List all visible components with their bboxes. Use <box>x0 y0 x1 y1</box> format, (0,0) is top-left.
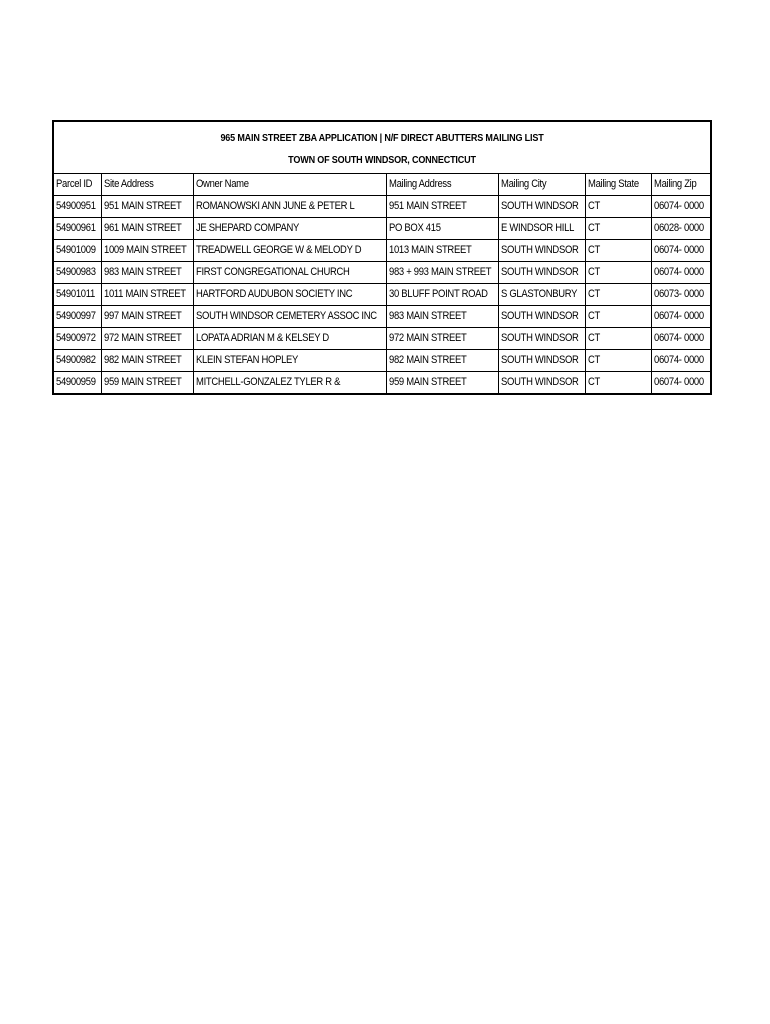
column-header-mailing-city: Mailing City <box>498 174 585 196</box>
mailing-state-cell: CT <box>585 350 651 372</box>
mailing-state-cell: CT <box>585 306 651 328</box>
site-address-cell: 983 MAIN STREET <box>101 262 193 284</box>
mailing-list-table <box>54 174 710 393</box>
mailing-zip-cell: 06074- 0000 <box>653 376 704 388</box>
document-title: 965 MAIN STREET ZBA APPLICATION | N/F DIRECT ABUTTERS MAILING LIST <box>220 132 544 144</box>
parcel-id-cell: 54900959 <box>54 372 101 394</box>
mailing-state-cell: CT <box>585 240 651 262</box>
mailing-state-cell: CT <box>585 328 651 350</box>
mailing-city-cell: E WINDSOR HILL <box>498 218 585 240</box>
column-header-site-address: Site Address <box>101 174 193 196</box>
column-header-owner-name: Owner Name <box>193 174 386 196</box>
mailing-city-cell: SOUTH WINDSOR <box>498 350 585 372</box>
column-header-parcel-id: Parcel ID <box>54 174 101 196</box>
table-row <box>54 372 710 394</box>
mailing-address-cell: PO BOX 415 <box>386 218 498 240</box>
abutters-mailing-list <box>52 120 712 395</box>
table-row <box>54 306 710 328</box>
mailing-city-cell: S GLASTONBURY <box>498 284 585 306</box>
mailing-address-cell: 959 MAIN STREET <box>386 372 498 394</box>
mailing-state-cell: CT <box>585 262 651 284</box>
header-row <box>54 174 710 196</box>
mailing-address-cell: 30 BLUFF POINT ROAD <box>386 284 498 306</box>
mailing-state-cell: CT <box>585 372 651 394</box>
parcel-id-cell: 54901009 <box>54 240 101 262</box>
site-address-cell: 972 MAIN STREET <box>101 328 193 350</box>
mailing-city-cell: SOUTH WINDSOR <box>498 240 585 262</box>
owner-name-cell: HARTFORD AUDUBON SOCIETY INC <box>193 284 386 306</box>
parcel-id-cell: 54901011 <box>54 284 101 306</box>
owner-name-cell: FIRST CONGREGATIONAL CHURCH <box>193 262 386 284</box>
site-address-cell: 951 MAIN STREET <box>101 196 193 218</box>
table-row <box>54 350 710 372</box>
mailing-zip-cell: 06073- 0000 <box>651 284 710 306</box>
table-row <box>54 284 710 306</box>
parcel-id-cell: 54900982 <box>54 350 101 372</box>
table-row <box>54 328 710 350</box>
parcel-id-cell: 54900951 <box>54 196 101 218</box>
mailing-address-cell: 983 MAIN STREET <box>386 306 498 328</box>
mailing-city-cell: SOUTH WINDSOR <box>498 372 585 394</box>
owner-name-cell: TREADWELL GEORGE W & MELODY D <box>193 240 386 262</box>
table-row <box>54 240 710 262</box>
site-address-cell: 997 MAIN STREET <box>101 306 193 328</box>
mailing-city-cell: SOUTH WINDSOR <box>498 196 585 218</box>
parcel-id-cell: 54900983 <box>54 262 101 284</box>
site-address-cell: 1011 MAIN STREET <box>101 284 193 306</box>
table-row <box>54 196 710 218</box>
mailing-address-cell: 982 MAIN STREET <box>386 350 498 372</box>
mailing-address-cell: 983 + 993 MAIN STREET <box>386 262 498 284</box>
owner-name-cell: JE SHEPARD COMPANY <box>193 218 386 240</box>
mailing-address-cell: 972 MAIN STREET <box>386 328 498 350</box>
owner-name-cell: LOPATA ADRIAN M & KELSEY D <box>193 328 386 350</box>
table-body <box>54 174 710 393</box>
mailing-state-cell: CT <box>585 218 651 240</box>
mailing-zip-cell: 06074- 0000 <box>651 328 710 350</box>
title-block <box>54 122 710 174</box>
site-address-cell: 961 MAIN STREET <box>101 218 193 240</box>
parcel-id-cell: 54900972 <box>54 328 101 350</box>
mailing-address-cell: 1013 MAIN STREET <box>386 240 498 262</box>
mailing-address-cell: 951 MAIN STREET <box>386 196 498 218</box>
document-subtitle: TOWN OF SOUTH WINDSOR, CONNECTICUT <box>288 154 476 166</box>
site-address-cell: 1009 MAIN STREET <box>101 240 193 262</box>
owner-name-cell: MITCHELL-GONZALEZ TYLER R & <box>193 372 386 394</box>
mailing-zip-cell: 06028- 0000 <box>651 218 710 240</box>
mailing-state-cell: CT <box>585 284 651 306</box>
mailing-zip-cell: 06074- 0000 <box>651 240 710 262</box>
table-row <box>54 218 710 240</box>
mailing-city-cell: SOUTH WINDSOR <box>498 328 585 350</box>
site-address-cell: 959 MAIN STREET <box>101 372 193 394</box>
mailing-zip-cell: 06074- 0000 <box>651 196 710 218</box>
parcel-id-cell: 54900961 <box>54 218 101 240</box>
owner-name-cell: ROMANOWSKI ANN JUNE & PETER L <box>193 196 386 218</box>
mailing-zip-cell: 06074- 0000 <box>651 306 710 328</box>
column-header-mailing-address: Mailing Address <box>386 174 498 196</box>
parcel-id-cell: 54900997 <box>54 306 101 328</box>
mailing-city-cell: SOUTH WINDSOR <box>498 306 585 328</box>
site-address-cell: 982 MAIN STREET <box>101 350 193 372</box>
mailing-zip-cell: 06074- 0000 <box>651 262 710 284</box>
owner-name-cell: KLEIN STEFAN HOPLEY <box>193 350 386 372</box>
table-row <box>54 262 710 284</box>
mailing-zip-cell: 06074- 0000 <box>651 350 710 372</box>
column-header-mailing-zip: Mailing Zip <box>651 174 710 196</box>
mailing-city-cell: SOUTH WINDSOR <box>498 262 585 284</box>
column-header-mailing-state: Mailing State <box>585 174 651 196</box>
mailing-state-cell: CT <box>585 196 651 218</box>
owner-name-cell: SOUTH WINDSOR CEMETERY ASSOC INC <box>193 306 386 328</box>
